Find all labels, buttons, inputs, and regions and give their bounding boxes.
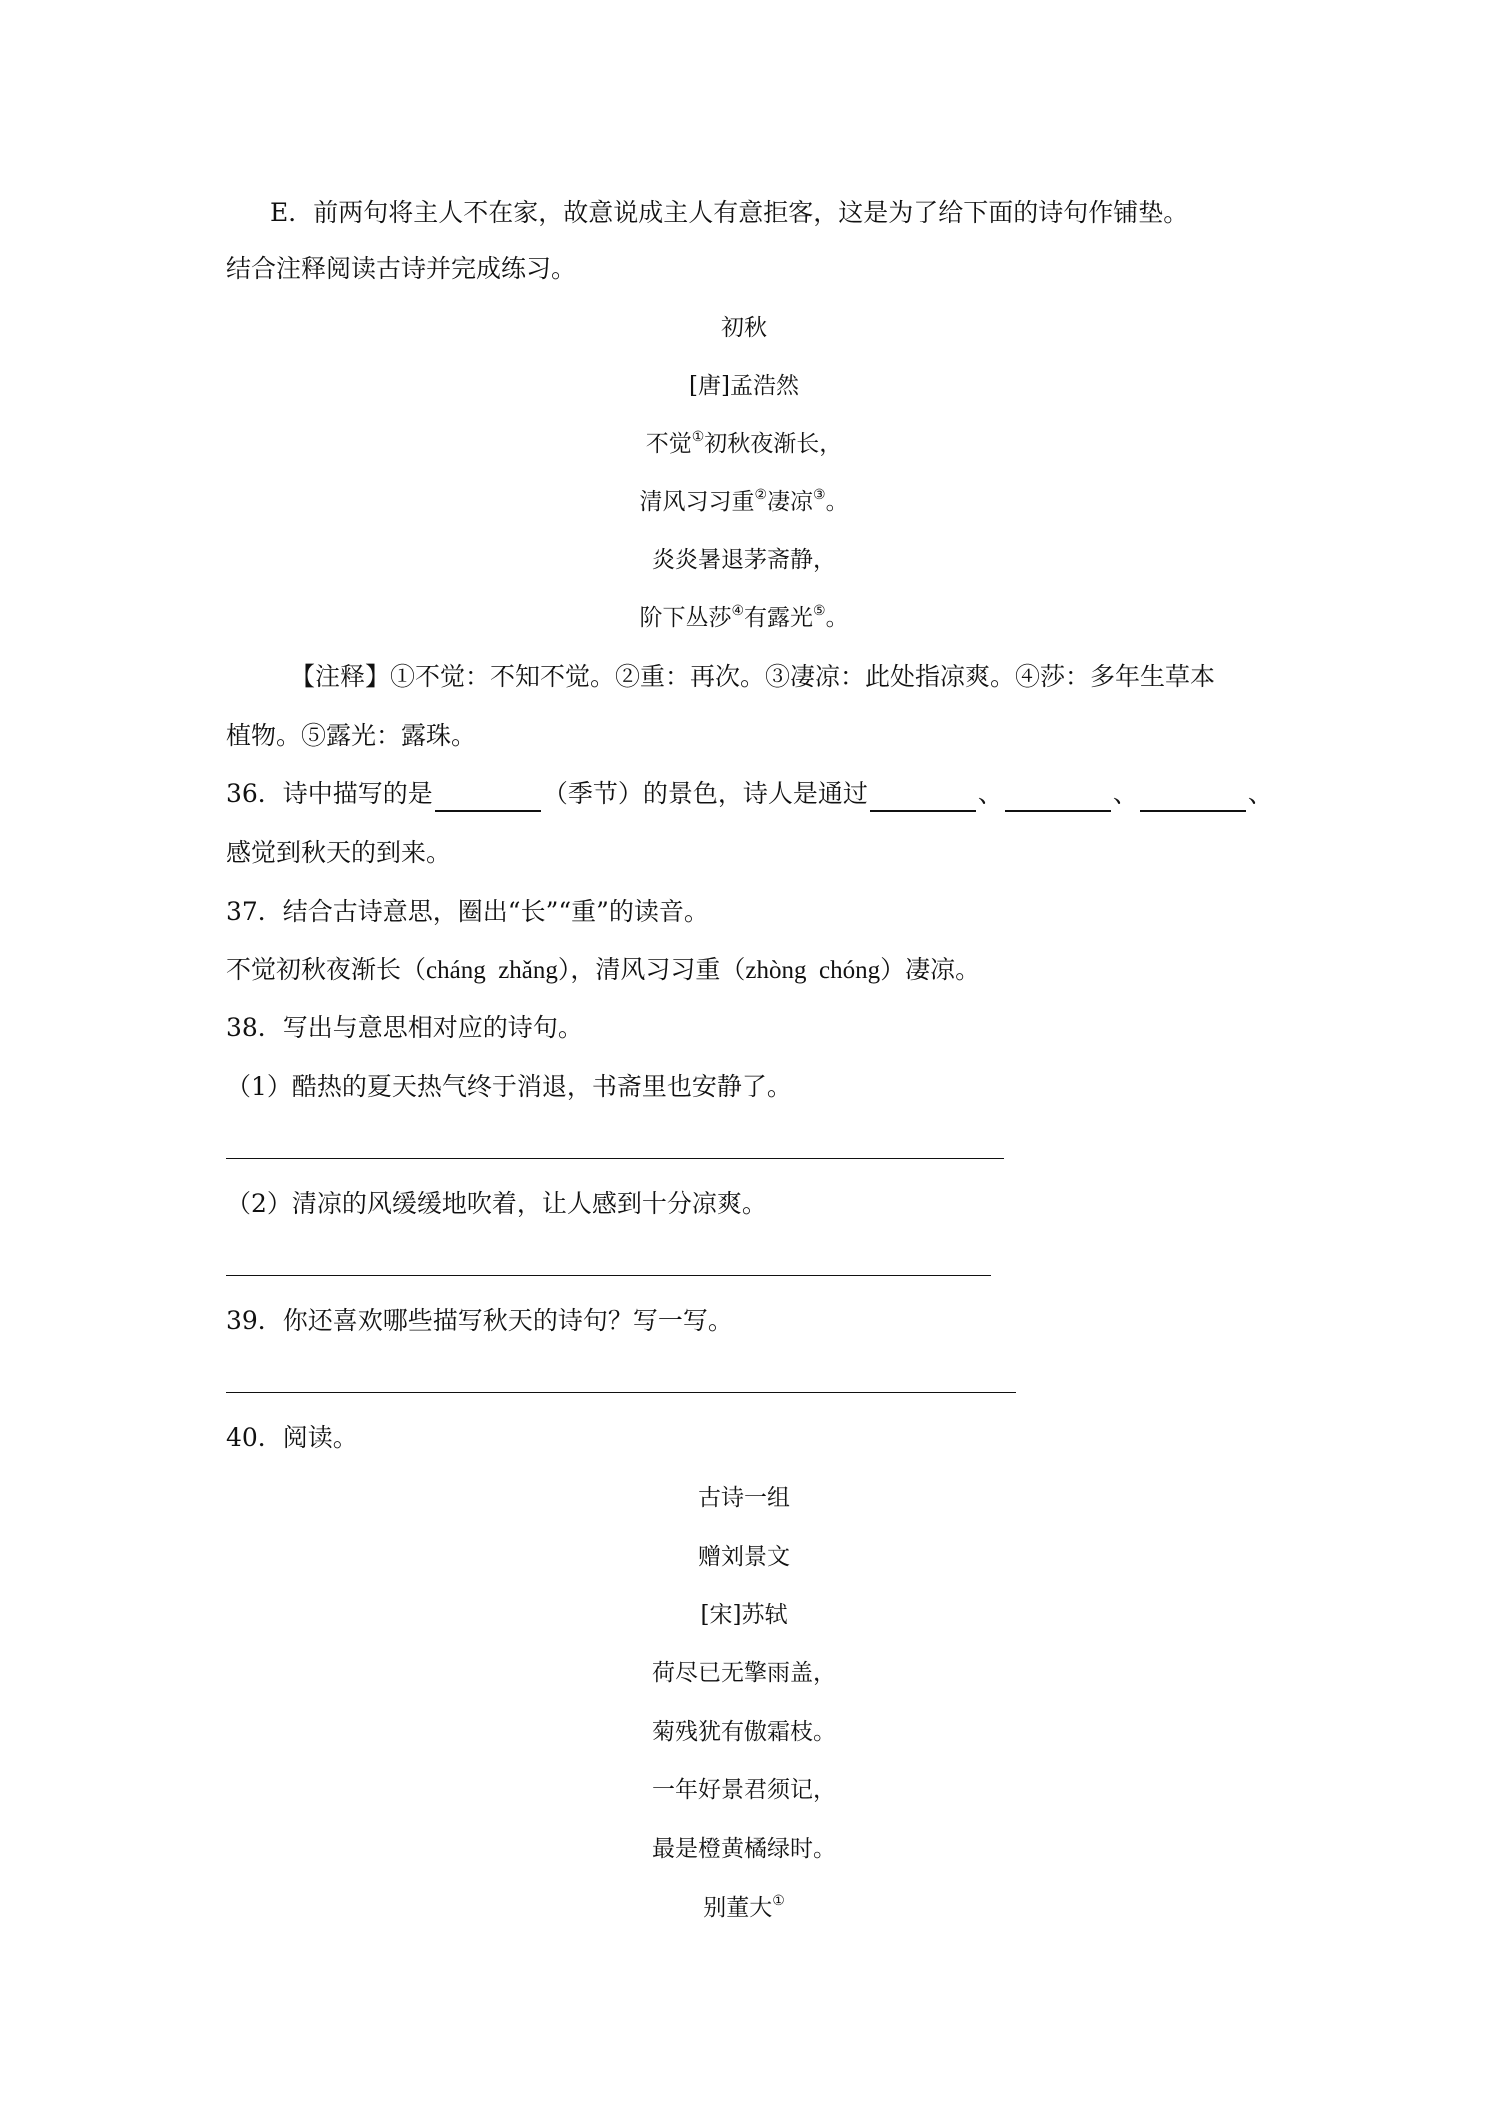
q36-line-2: 感觉到秋天的到来。: [226, 838, 452, 867]
poem3-title: [0, 1890, 1488, 1926]
poem2-line-3: 一年好景君须记，: [652, 1777, 836, 1803]
annotation-line-1: 【注释】①不觉：不知不觉。②重：再次。③凄凉：此处指凉爽。④莎：多年生草本: [290, 662, 1216, 691]
q36-text-b: （季节）的景色，诗人是通过: [542, 779, 868, 808]
poem-line-2: [0, 484, 1488, 520]
pinyin-choice-zhong[interactable]: zhòng chóng: [745, 957, 881, 984]
pinyin-choice-chang[interactable]: cháng zhǎng: [426, 957, 558, 984]
poem-line-2-text-c: 。: [825, 489, 849, 515]
blank-3[interactable]: [1140, 784, 1246, 812]
blank-2[interactable]: [1005, 784, 1111, 812]
poem-line-1: [0, 426, 1488, 462]
poem-line-2-text-a: 清风习习重: [639, 489, 755, 515]
note-marker-2: ②: [754, 487, 767, 503]
q38-sub-1: （1）酷热的夏天热气终于消退，书斋里也安静了。: [226, 1072, 792, 1101]
note-marker-3: ③: [813, 487, 826, 503]
poem-line-3: 炎炎暑退茅斋静，: [652, 547, 836, 573]
answer-line-38-2[interactable]: [226, 1275, 991, 1276]
poem-group-title: 古诗一组: [698, 1485, 790, 1511]
poem-line-1-text-b: 初秋夜渐长，: [704, 431, 843, 457]
poem3-note-marker: ①: [772, 1893, 785, 1909]
poem2-line-2: 菊残犹有傲霜枝。: [652, 1719, 836, 1745]
poem-line-4: [0, 600, 1488, 636]
poem2-title: 赠刘景文: [698, 1544, 790, 1570]
poem2-line-4: 最是橙黄橘绿时。: [652, 1836, 836, 1862]
question-39: 39．你还喜欢哪些描写秋天的诗句？写一写。: [226, 1306, 733, 1335]
poem-line-4-text-a: 阶下丛莎: [639, 605, 732, 631]
answer-line-38-1[interactable]: [226, 1158, 1004, 1159]
annotation-line-2: 植物。⑤露光：露珠。: [226, 721, 477, 750]
poem-line-4-text-c: 。: [825, 605, 849, 631]
question-40: 40．阅读。: [226, 1423, 358, 1452]
note-marker-1: ①: [691, 429, 705, 445]
note-marker-5: ⑤: [813, 603, 826, 619]
question-36: [226, 776, 1273, 812]
blank-season[interactable]: [435, 784, 541, 812]
q37-pinyin-line: [226, 952, 980, 989]
poem3-title-text: 别董大: [703, 1895, 773, 1921]
instruction: 结合注释阅读古诗并完成练习。: [226, 254, 577, 283]
poem-title: 初秋: [721, 315, 767, 341]
q37-text-a: 不觉初秋夜渐长（: [226, 955, 427, 984]
q36-sep-2: 、: [1112, 779, 1138, 808]
poem2-author: [宋]苏轼: [700, 1602, 788, 1628]
answer-line-39[interactable]: [226, 1392, 1016, 1393]
question-38: 38．写出与意思相对应的诗句。: [226, 1013, 583, 1042]
poem2-line-1: 荷尽已无擎雨盖，: [652, 1660, 836, 1686]
q36-text-a: 36．诗中描写的是: [226, 779, 433, 808]
q36-sep-3: 、: [1247, 779, 1273, 808]
note-marker-4: ④: [731, 603, 744, 619]
q37-text-c: ）凄凉。: [880, 955, 981, 984]
option-e: E．前两句将主人不在家，故意说成主人有意拒客，这是为了给下面的诗句作铺垫。: [270, 198, 1189, 227]
poem-line-4-text-b: 有露光: [744, 605, 813, 631]
question-37: 37．结合古诗意思，圈出“长”“重”的读音。: [226, 897, 709, 926]
q37-text-b: ），清风习习重（: [557, 955, 746, 984]
q36-sep-1: 、: [977, 779, 1003, 808]
q38-sub-2: （2）清凉的风缓缓地吹着，让人感到十分凉爽。: [226, 1189, 767, 1218]
poem-line-2-text-b: 凄凉: [767, 489, 813, 515]
poem-author: [唐]孟浩然: [689, 373, 799, 399]
blank-1[interactable]: [870, 784, 976, 812]
poem-line-1-text-a: 不觉: [645, 431, 692, 457]
